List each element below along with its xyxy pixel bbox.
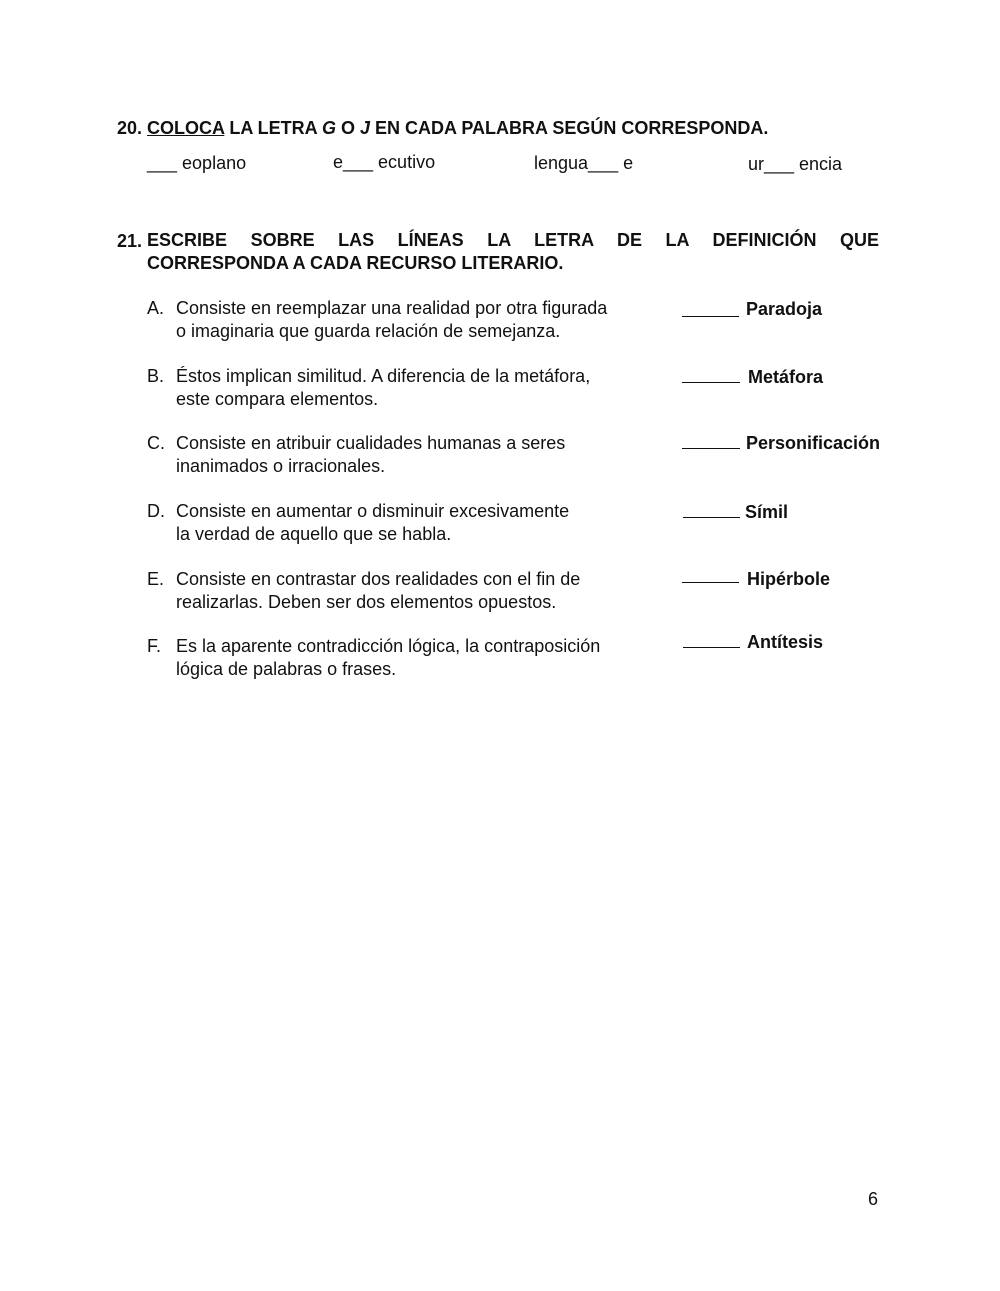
answer-blank-4[interactable]	[683, 517, 740, 518]
question-20-title-part1: LA LETRA	[224, 118, 322, 138]
definition-text-line2: lógica de palabras o frases.	[176, 659, 397, 679]
definition-text-line1: Consiste en contrastar dos realidades con el fin de	[176, 569, 581, 589]
definition-text-line2: la verdad de aquello que se habla.	[176, 524, 452, 544]
term-antitesis: Antítesis	[747, 632, 824, 652]
definition-text-line1: Consiste en atribuir cualidades humanas a seres	[176, 433, 566, 453]
definition-c	[147, 432, 667, 478]
word-blank-3[interactable]: lengua___ e	[534, 153, 634, 173]
term-personificacion: Personificación	[746, 433, 881, 453]
definition-text-line2: inanimados o irracionales.	[176, 456, 386, 476]
definition-text-line1: Consiste en aumentar o disminuir excesivamente	[176, 501, 570, 521]
question-21-title	[147, 229, 879, 275]
question-20-title-o: O	[336, 118, 361, 138]
term-hiperbole: Hipérbole	[747, 569, 831, 589]
question-20-title-j: J	[360, 118, 371, 138]
term-metafora: Metáfora	[748, 367, 824, 387]
question-21-title-line2: CORRESPONDA A CADA RECURSO LITERARIO.	[147, 253, 564, 273]
answer-blank-1[interactable]	[682, 316, 739, 317]
question-20-title-verb: COLOCA	[147, 118, 225, 138]
definition-e	[147, 568, 667, 614]
word-blank-4[interactable]: ur___ encia	[748, 154, 843, 174]
definition-letter: D.	[147, 501, 165, 521]
definition-text-line2: este compara elementos.	[176, 389, 379, 409]
definition-text-line1: Es la aparente contradicción lógica, la contraposición	[176, 636, 601, 656]
question-21-number: 21.	[117, 231, 143, 251]
definition-text-line1: Consiste en reemplazar una realidad por otra figurada	[176, 298, 608, 318]
definition-letter: C.	[147, 433, 165, 453]
definition-text-line2: o imaginaria que guarda relación de semejanza.	[176, 321, 561, 341]
answer-blank-3[interactable]	[682, 448, 740, 449]
question-21-title-line1: ESCRIBE SOBRE LAS LÍNEAS LA LETRA DE LA DEFINICIÓN QUE	[147, 230, 879, 250]
definition-letter: F.	[147, 636, 162, 656]
term-simil: Símil	[745, 502, 789, 522]
definition-letter: B.	[147, 366, 165, 386]
word-blank-2[interactable]: e___ ecutivo	[333, 152, 436, 172]
answer-blank-2[interactable]	[682, 382, 740, 383]
word-blank-1[interactable]: ___ eoplano	[147, 153, 247, 173]
question-20-title-g: G	[321, 118, 336, 138]
answer-blank-6[interactable]	[683, 647, 740, 648]
definition-text-line1: Éstos implican similitud. A diferencia de la metáfora,	[176, 366, 591, 386]
answer-blank-5[interactable]	[682, 582, 739, 583]
question-20-title	[147, 118, 768, 139]
definition-f	[147, 635, 667, 681]
question-20-title-part2: EN CADA PALABRA SEGÚN CORRESPONDA.	[370, 118, 769, 138]
definition-d	[147, 500, 667, 546]
definition-letter: E.	[147, 569, 165, 589]
question-20-number: 20.	[117, 118, 143, 138]
definition-text-line2: realizarlas. Deben ser dos elementos opuestos.	[176, 592, 557, 612]
definition-a	[147, 297, 667, 343]
definition-b	[147, 365, 667, 411]
page-number: 6	[868, 1189, 879, 1209]
term-paradoja: Paradoja	[746, 299, 823, 319]
definition-letter: A.	[147, 298, 165, 318]
